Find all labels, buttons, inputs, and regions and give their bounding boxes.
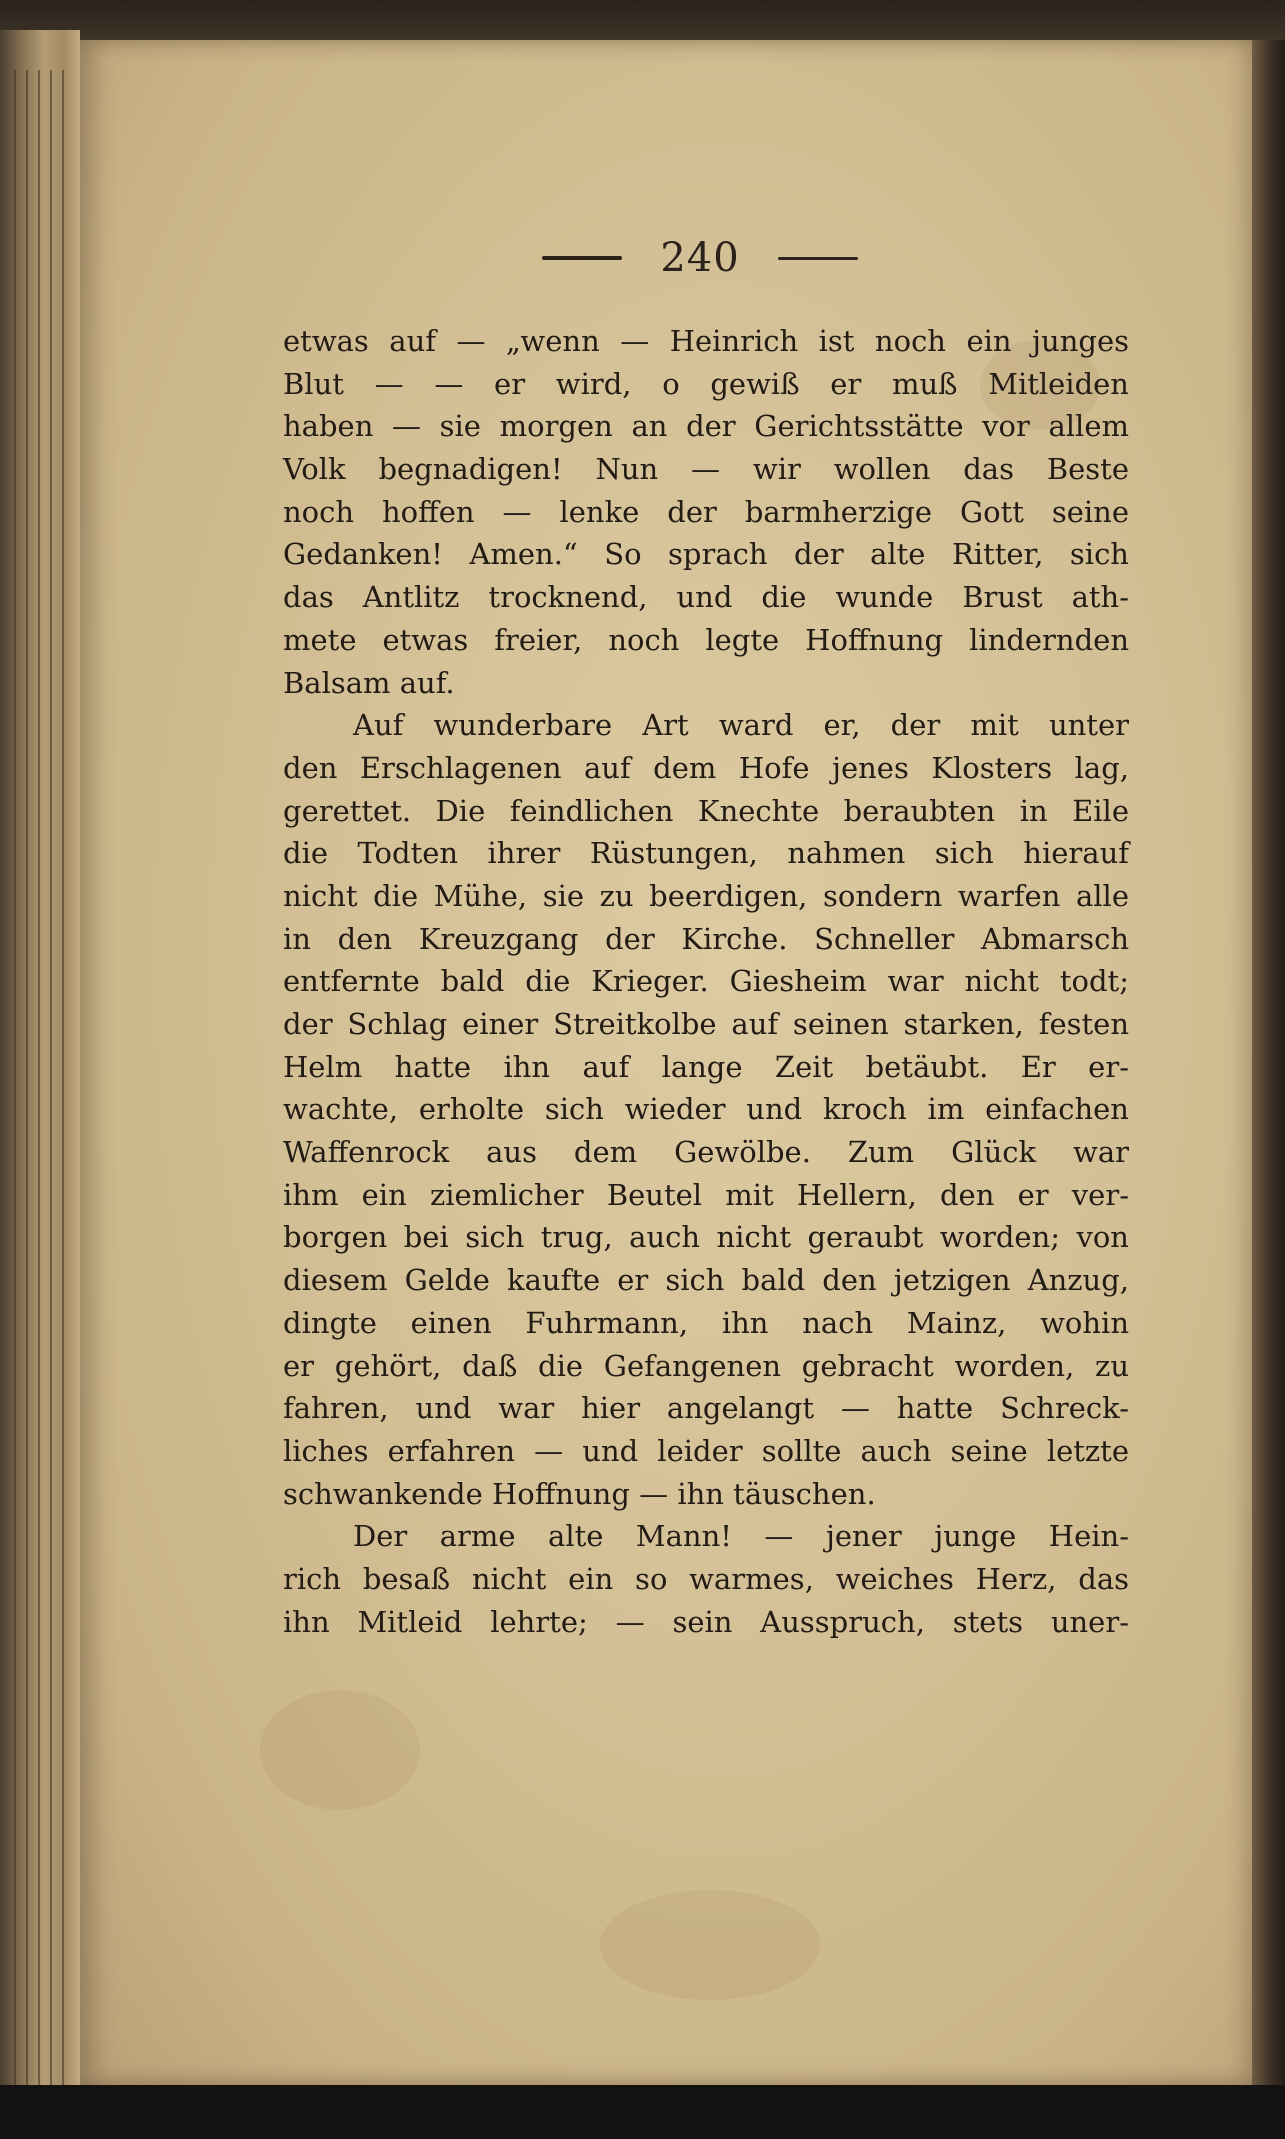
text-line: nicht die Mühe, sie zu beerdigen, sondern warfen alle [283, 878, 1129, 913]
text-line: der Schlag einer Streitkolbe auf seinen starken, festen [283, 1007, 1129, 1041]
paper-stain [600, 1890, 820, 2000]
text-line: dingte einen Fuhrmann, ihn nach Mainz, wohin [283, 1305, 1129, 1340]
text-line: entfernte bald die Krieger. Giesheim war nicht todt; [283, 964, 1129, 999]
text-line: borgen bei sich trug, auch nicht geraubt worden; von [283, 1220, 1129, 1255]
page-edge-line [14, 70, 16, 2110]
book-spine-edge [0, 30, 80, 2090]
text-line: Waffenrock aus dem Gewölbe. Zum Glück war [283, 1135, 1129, 1170]
text-line: wachte, erholte sich wieder und kroch im einfachen [283, 1092, 1129, 1127]
header-dash-right [778, 257, 858, 260]
text-line: ihm ein ziemlicher Beutel mit Hellern, den er ver- [283, 1177, 1129, 1212]
scan-bottom-border [0, 2085, 1285, 2139]
text-line: den Erschlagenen auf dem Hofe jenes Klosters lag, [283, 750, 1129, 785]
paragraph-end-line: Balsam auf. [283, 665, 455, 700]
header-dash-left [542, 256, 622, 260]
text-line: Helm hatte ihn auf lange Zeit betäubt. Er er- [283, 1049, 1129, 1084]
text-line: diesem Gelde kaufte er sich bald den jetzigen Anzug, [283, 1263, 1129, 1298]
page-header [500, 235, 900, 281]
text-line: die Todten ihrer Rüstungen, nahmen sich hierauf [283, 836, 1129, 871]
text-line: noch hoffen — lenke der barmherzige Gott seine [283, 494, 1129, 529]
text-line: rich besaß nicht ein so warmes, weiches Herz, das [283, 1561, 1129, 1596]
page-edge-line [62, 70, 64, 2110]
text-line: haben — sie morgen an der Gerichtsstätte vor allem [283, 409, 1129, 444]
text-line: in den Kreuzgang der Kirche. Schneller Abmarsch [283, 921, 1129, 956]
text-line: er gehört, daß die Gefangenen gebracht worden, zu [283, 1348, 1129, 1383]
text-line: Volk begnadigen! Nun — wir wollen das Beste [283, 452, 1129, 487]
text-line: etwas auf — „wenn — Heinrich ist noch ein junges [283, 324, 1129, 358]
text-line: ihn Mitleid lehrte; — sein Ausspruch, stets uner- [283, 1604, 1129, 1639]
text-line: das Antlitz trocknend, und die wunde Brust ath- [283, 580, 1129, 615]
page-edge-line [26, 70, 28, 2110]
text-line: Gedanken! Amen.“ So sprach der alte Ritter, sich [283, 537, 1129, 572]
page-number: 240 [660, 235, 740, 281]
paragraph-end-line: schwankende Hoffnung — ihn täuschen. [283, 1476, 876, 1511]
page-edge-line [38, 70, 40, 2110]
scan-top-border [0, 0, 1285, 40]
body-text [283, 320, 1129, 1643]
text-line: Blut — — er wird, o gewiß er muß Mitleiden [283, 366, 1129, 401]
text-line: mete etwas freier, noch legte Hoffnung lindernden [283, 622, 1129, 657]
gutter-shadow [1252, 40, 1285, 2085]
paper-stain [260, 1690, 420, 1810]
page-edge-line [50, 70, 52, 2110]
paragraph-start-line: Der arme alte Mann! — jener junge Hein- [353, 1519, 1129, 1554]
text-line: gerettet. Die feindlichen Knechte beraubten in Eile [283, 793, 1129, 828]
text-line: liches erfahren — und leider sollte auch seine letzte [283, 1433, 1129, 1468]
text-line: fahren, und war hier angelangt — hatte Schreck- [283, 1391, 1129, 1426]
paragraph-start-line: Auf wunderbare Art ward er, der mit unter [353, 708, 1129, 743]
